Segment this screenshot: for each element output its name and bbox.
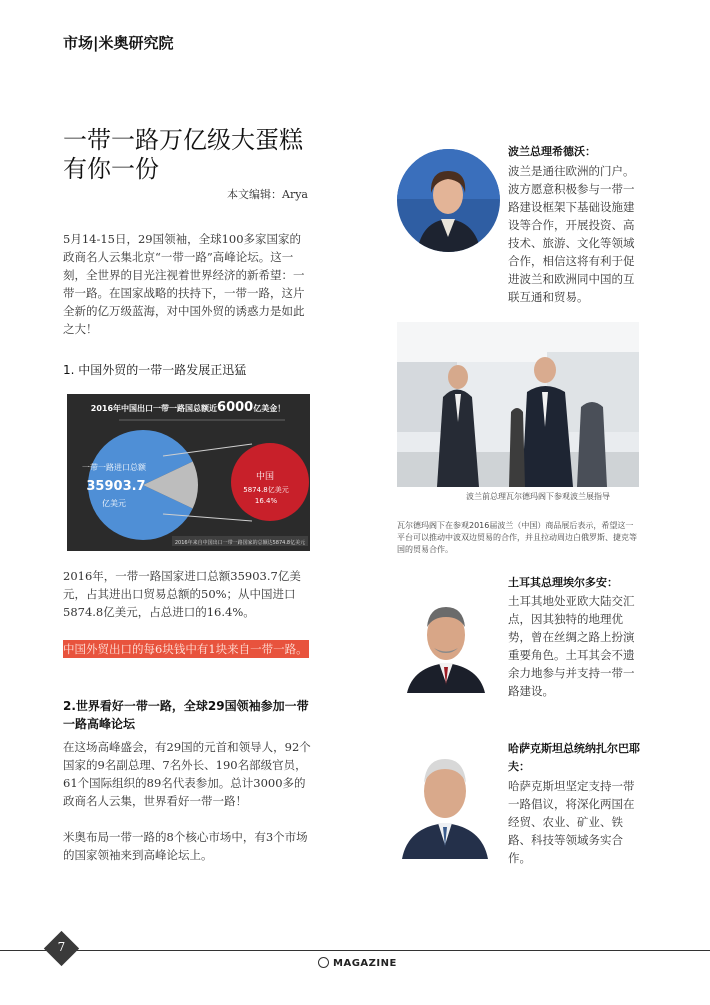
chart-title-suffix: 亿美金！ (253, 404, 286, 413)
summit-paragraph: 在这场高峰盛会，有29国的元首和领导人，92个国家的9名副总理、7名外长、190名部级官员，61个国际组织的89名代表参加。总计3000多的政商名人云集，世界看好一带一路！ (63, 740, 311, 808)
magazine-wordmark: MAGAZINE (333, 958, 397, 969)
page-number: 7 (57, 940, 66, 954)
slice-1-unit: 亿美元 (102, 499, 126, 508)
slice-2-percent: 16.4% (254, 497, 278, 505)
slice-1-label: 一带一路进口总额 (82, 463, 146, 472)
chart-footnote: 2016年来自中国出口一带一路国家的总额达5874.8亿美元 (174, 540, 306, 546)
section-header: 市场|米奥研究院 (63, 34, 174, 52)
slice-2-label: 中国 (255, 472, 275, 482)
highlight-quote: 中国外贸出口的每6块钱中有1块来自一带一路。 (63, 642, 308, 656)
title-line-1: 一带一路万亿级大蛋糕 (63, 126, 303, 154)
editor-credit: 本文编辑：Arya (227, 188, 308, 201)
intro-paragraph: 5月14-15日，29国领袖，全球100多家国家的政商名人云集北京“一带一路”高峰论坛。这一刻，全世界的目光注视着世界经济的新希望：一带一路。在国家战略的扶持下，一带一路，这片全新的亿万级蓝海，对中国外贸的诱惑力是如此之大！ (63, 232, 305, 336)
chart-title-big: 6000 (217, 400, 254, 415)
pie-chart-svg (67, 394, 310, 551)
markets-paragraph: 米奥布局一带一路的8个核心市场中，有3个市场的国家领袖来到高峰论坛上。 (63, 830, 308, 862)
kazakhstan-president-portrait (400, 747, 490, 859)
footer-rule (0, 950, 710, 951)
exhibition-photo (397, 322, 639, 487)
poland-pm-portrait (397, 149, 500, 252)
photo-caption: 波兰前总理瓦尔德玛阁下参观波兰展指导 (466, 492, 610, 501)
title-line-2: 有你一份 (63, 155, 159, 183)
turkey-pm-portrait (403, 593, 489, 693)
slice-2-value: 5874.8亿美元 (243, 486, 289, 494)
stats-paragraph: 2016年，一带一路国家进口总额35903.7亿美元，占其进出口贸易总额的50%；从中国进口5874.8亿美元，占总进口的16.4%。 (63, 569, 301, 619)
leader-2-text: 土耳其地处亚欧大陆交汇点，因其独特的地理优势，曾在丝绸之路上扮演重要角色。土耳其会不遗余力地参与并支持一带一路建设。 (508, 594, 635, 698)
leader-3-text: 哈萨克斯坦坚定支持一带一路倡议，将深化两国在经贸、农业、矿业、铁路、科技等领域务实合作。 (508, 779, 635, 865)
leader-1-text (508, 162, 641, 306)
leader-2-name: 土耳其总理埃尔多安： (508, 576, 618, 589)
leader-3-name: 哈萨克斯坦总统纳扎尔巴耶夫： (508, 742, 640, 773)
leader-1-name: 波兰总理希德沃： (508, 145, 596, 158)
heading-1: 1. 中国外贸的一带一路发展正迅猛 (63, 363, 247, 377)
heading-2: 2.世界看好一带一路，全球29国领袖参加一带一路高峰论坛 (63, 699, 309, 731)
pie-slice-china-detail (231, 443, 309, 521)
chart-title-prefix: 2016年中国出口一带一路国总额近 (90, 404, 218, 413)
photo-description: 瓦尔德玛阁下在参观2016届波兰（中国）商品展后表示，希望这一平台可以推动中波双边贸易的合作，并且拉动周边白俄罗斯、捷克等国的贸易合作。 (397, 521, 637, 554)
leader-1-statement: 波兰是通往欧洲的门户。波方愿意积极参与一带一路建设框架下基础设施建设等合作，开展投资、高技术、旅游、文化等领域合作，相信这将有利于促进波兰和欧洲同中国的互联互通和贸易。 (508, 164, 635, 304)
magazine-logo-icon (318, 957, 329, 968)
article-title (63, 126, 323, 184)
pie-chart (67, 394, 310, 551)
slice-1-value: 35903.7 (86, 479, 146, 494)
